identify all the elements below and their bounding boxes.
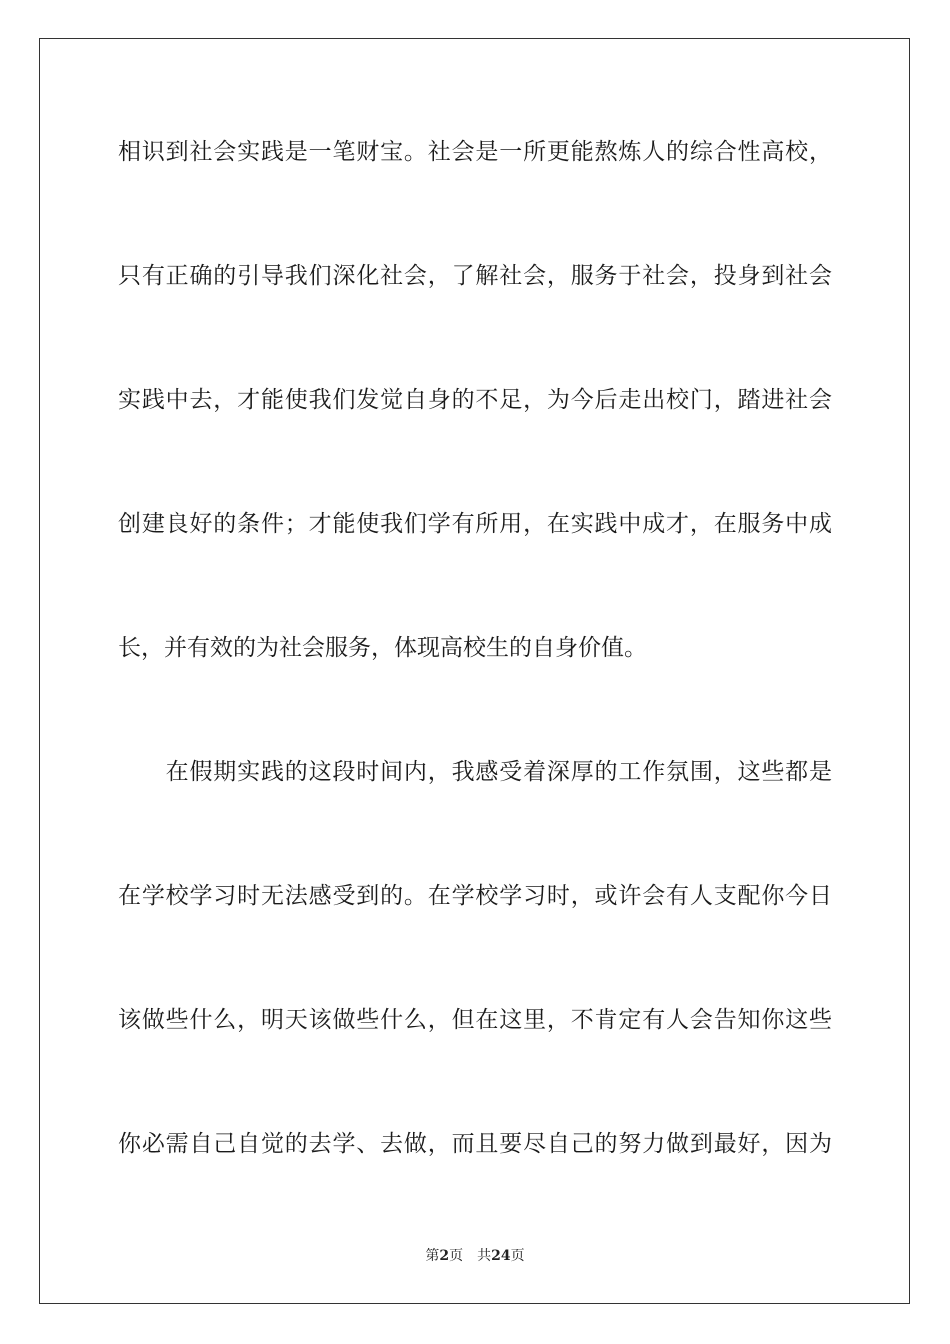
total-suffix: 页 xyxy=(510,1248,525,1264)
body-text-line: 在学校学习时无法感受到的。在学校学习时，或许会有人支配你今日 xyxy=(118,883,832,909)
body-text-line: 长，并有效的为社会服务，体现高校生的自身价值。 xyxy=(118,635,647,661)
page-footer xyxy=(0,1247,950,1265)
body-text-line: 该做些什么，明天该做些什么，但在这里，不肯定有人会告知你这些 xyxy=(118,1007,832,1033)
page-number: 2 xyxy=(439,1248,450,1264)
page-frame xyxy=(39,38,910,1304)
body-text-line: 创建良好的条件；才能使我们学有所用，在实践中成才，在服务中成 xyxy=(118,511,832,537)
total-pages: 24 xyxy=(491,1248,511,1264)
body-text-line: 你必需自己自觉的去学、去做，而且要尽自己的努力做到最好，因为 xyxy=(118,1131,832,1157)
body-text-line: 在假期实践的这段时间内，我感受着深厚的工作氛围，这些都是 xyxy=(118,759,832,785)
body-text-line: 实践中去，才能使我们发觉自身的不足，为今后走出校门，踏进社会 xyxy=(118,387,832,413)
body-text-line: 相识到社会实践是一笔财宝。社会是一所更能熬炼人的综合性高校， xyxy=(118,139,832,165)
body-text-line: 只有正确的引导我们深化社会，了解社会，服务于社会，投身到社会 xyxy=(118,263,832,289)
page-prefix: 第 xyxy=(425,1248,440,1264)
page-suffix: 页 xyxy=(449,1248,464,1264)
total-prefix: 共 xyxy=(477,1248,492,1264)
